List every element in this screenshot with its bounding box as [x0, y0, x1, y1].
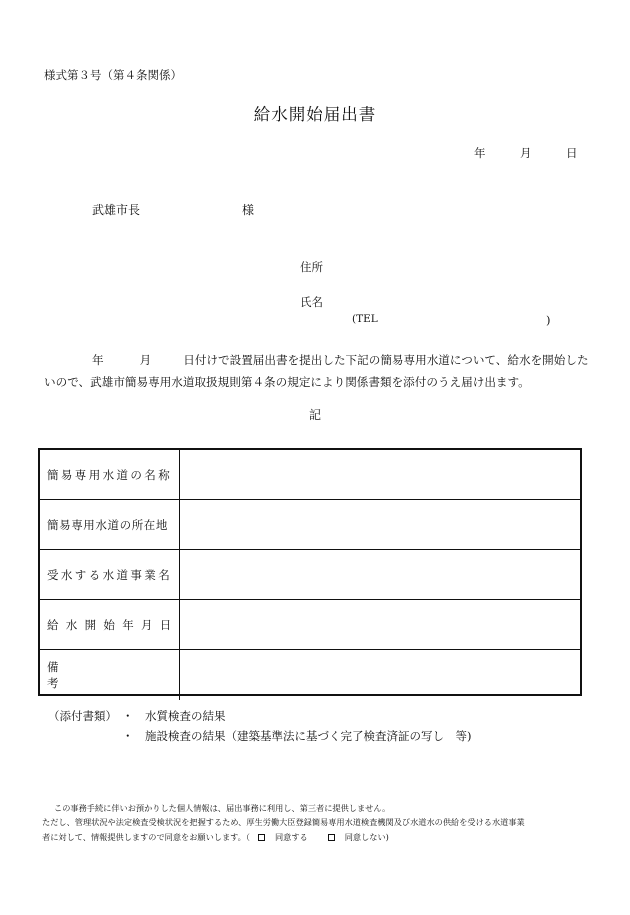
privacy-notice-line-2: ただし、管理状況や法定検査受検状況を把握するため、厚生労働大臣登録簡易専用水道検査機関及び水道水の供給を受ける水道事業 [42, 817, 525, 827]
water-utility-field[interactable] [180, 550, 580, 599]
document-title: 給水開始届出書 [253, 105, 377, 124]
date-year-label: 年 [474, 146, 486, 160]
table-row [40, 650, 580, 700]
attachment-item: ・ 施設検査の結果（建築基準法に基づく完了検査済証の写し 等) [122, 729, 472, 743]
attachment-item: ・ 水質検査の結果 [122, 709, 226, 723]
row-label-facility-name: 簡易専用水道の名称 [40, 450, 180, 499]
remarks-field[interactable] [180, 650, 580, 700]
disagree-label: 同意しない) [344, 832, 389, 842]
table-row [40, 600, 580, 650]
declaration-line-1 [44, 349, 594, 371]
privacy-notice-line-1: この事務手続に伴いお預かりした個人情報は、届出事務に利用し、第三者に提供しません。 [54, 803, 391, 813]
tel-label: (TEL [352, 313, 378, 325]
ki-marker: 記 [308, 408, 321, 422]
form-number: 様式第３号（第４条関係） [44, 68, 182, 82]
privacy-consent-line [42, 832, 389, 843]
attachments-heading: （添付書類） [48, 709, 117, 723]
honorific: 様 [242, 203, 255, 217]
details-table [38, 448, 582, 696]
addressee: 武雄市長 [92, 203, 141, 217]
table-row [40, 550, 580, 600]
declaration-line-2: いので、武雄市簡易専用水道取扱規則第４条の規定により関係書類を添付のうえ届け出ます。 [44, 375, 530, 389]
row-label-remarks: 備考 [40, 650, 180, 700]
body-year-label: 年 [92, 353, 104, 367]
name-label: 氏名 [300, 295, 323, 309]
declaration-text [44, 349, 594, 393]
body-month-label: 月 [139, 353, 152, 367]
tel-close-paren: ) [546, 313, 551, 327]
row-label-water-utility: 受水する水道事業名 [40, 550, 180, 599]
privacy-notice-line-3: 者に対して、情報提供しますので同意をお願いします。（ [42, 832, 250, 842]
row-label-facility-location: 簡易専用水道の所在地 [40, 500, 180, 549]
facility-name-field[interactable] [180, 450, 580, 499]
agree-label: 同意する [274, 832, 308, 842]
row-label-start-date: 給水開始年月日 [40, 600, 180, 649]
address-label: 住所 [300, 260, 323, 274]
date-month-label: 月 [520, 146, 532, 160]
declaration-line-1-text: 日付けで設置届出書を提出した下記の簡易専用水道について、給水を開始した [183, 353, 589, 367]
disagree-checkbox[interactable] [328, 834, 335, 841]
facility-location-field[interactable] [180, 500, 580, 549]
table-row [40, 450, 580, 500]
date-day-label: 日 [566, 146, 578, 160]
agree-checkbox[interactable] [258, 834, 265, 841]
start-date-field[interactable] [180, 600, 580, 649]
table-row [40, 500, 580, 550]
